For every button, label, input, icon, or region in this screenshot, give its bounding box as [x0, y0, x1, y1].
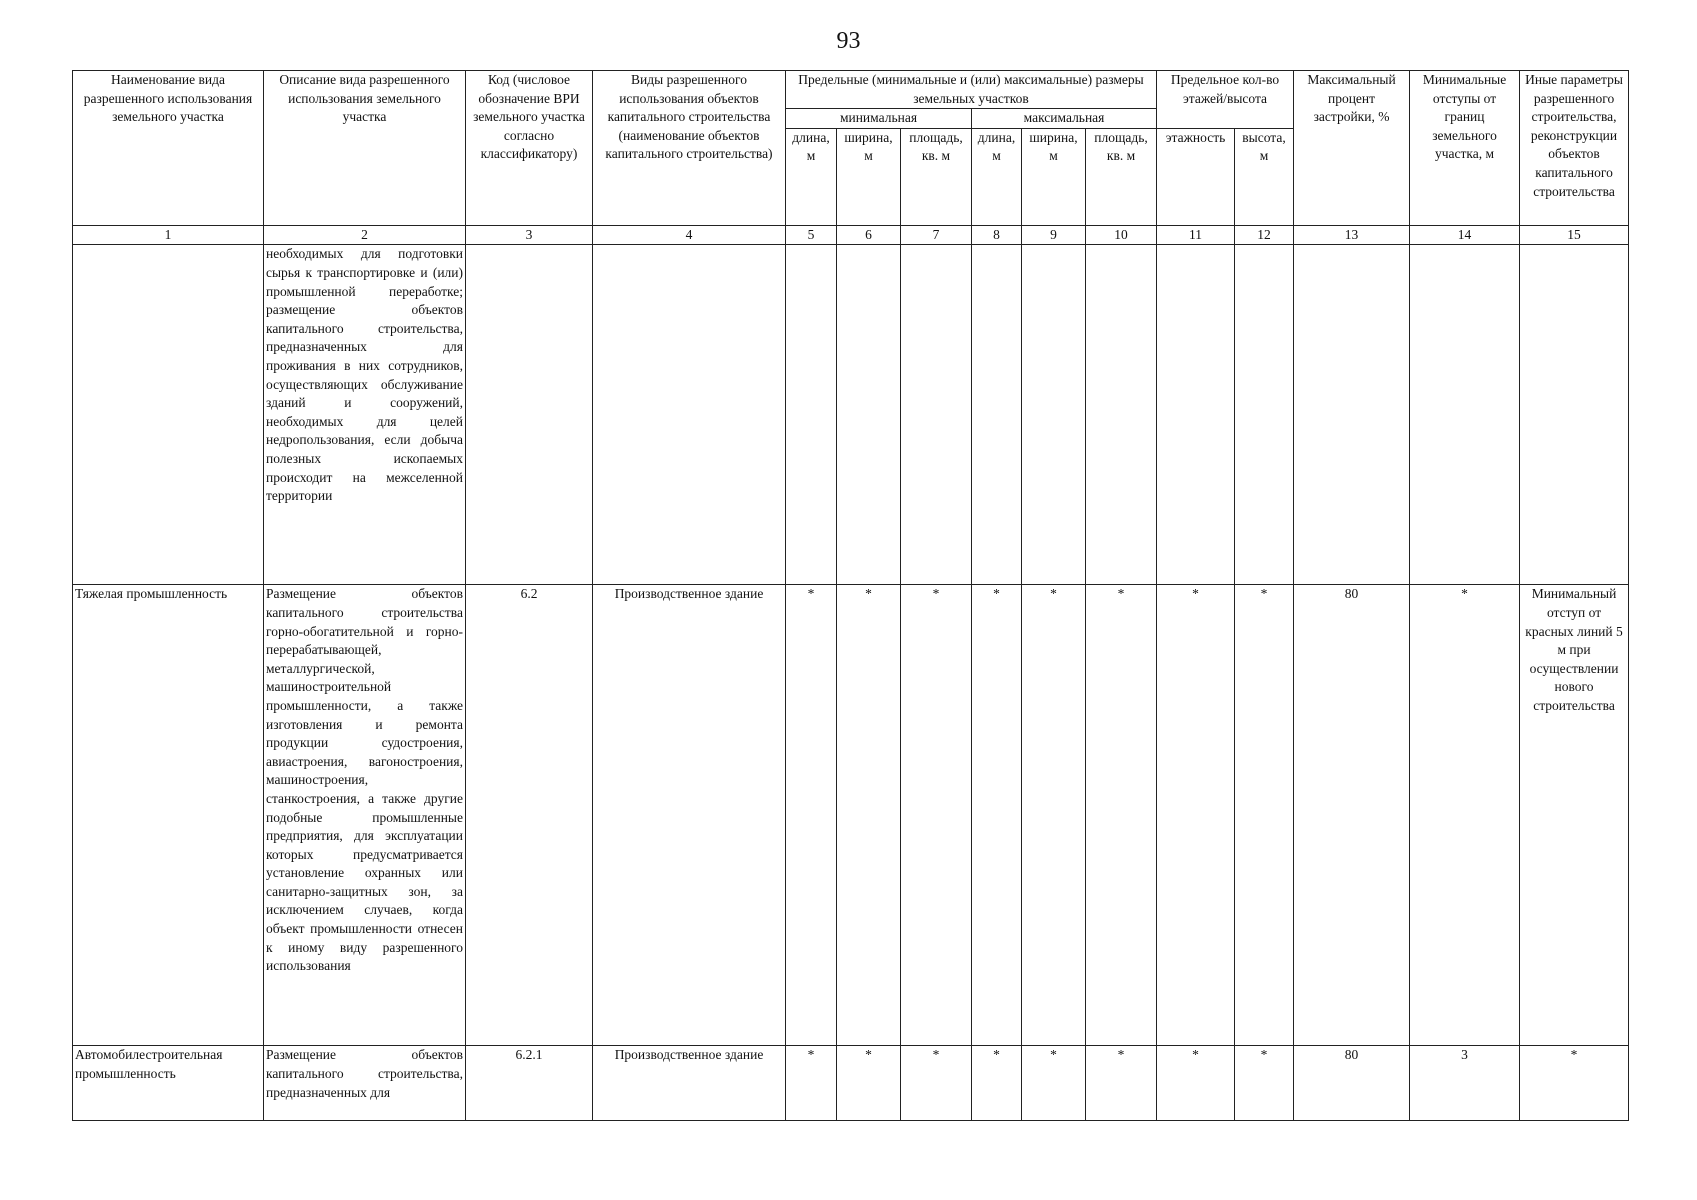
table-row — [73, 245, 1629, 585]
vri-name: Автомобилестроительная промышленность — [73, 1046, 264, 1121]
header-other-params: Иные параметры разрешенного строительства, реконструкции объектов капитального строительства — [1520, 71, 1629, 226]
header-max-length: длина, м — [972, 128, 1022, 225]
header-max-area: площадь, кв. м — [1086, 128, 1157, 225]
max-width — [1022, 245, 1086, 585]
oks-type: Производственное здание — [593, 1046, 786, 1121]
min-area: * — [901, 1046, 972, 1121]
vri-description: Размещение объектов капитального строительства горно-обогатительной и горно-перерабатывающей, металлургической, машиностроительной промышленности, а также изготовления и ремонта продукции судостроения, авиастроения, вагоностроения, машиностроения, станкостроения, а также другие подобные промышленные предприятия, для эксплуатации которых предусматривается установление охранных или санитарно-защитных зон, за исключением случаев, когда объект промышленности отнесен к иному виду разрешенного использования — [264, 585, 466, 1046]
column-number: 4 — [593, 225, 786, 245]
vri-code: 6.2 — [466, 585, 593, 1046]
vri-code: 6.2.1 — [466, 1046, 593, 1121]
min-width: * — [837, 585, 901, 1046]
column-number: 9 — [1022, 225, 1086, 245]
column-number: 8 — [972, 225, 1022, 245]
column-number: 10 — [1086, 225, 1157, 245]
vri-name — [73, 245, 264, 585]
vri-description: Размещение объектов капитального строительства, предназначенных для — [264, 1046, 466, 1121]
min-width — [837, 245, 901, 585]
other-params: Минимальный отступ от красных линий 5 м при осуществлении нового строительства — [1520, 585, 1629, 1046]
other-params: * — [1520, 1046, 1629, 1121]
vri-name: Тяжелая промышленность — [73, 585, 264, 1046]
max-length: * — [972, 585, 1022, 1046]
column-number: 14 — [1410, 225, 1520, 245]
max-length: * — [972, 1046, 1022, 1121]
floors: * — [1157, 1046, 1235, 1121]
header-floors-height: Предельное кол-во этажей/высота — [1157, 71, 1294, 129]
max-percent: 80 — [1294, 1046, 1410, 1121]
min-offset: * — [1410, 585, 1520, 1046]
header-height: высота, м — [1235, 128, 1294, 225]
min-length — [786, 245, 837, 585]
header-min-width: ширина, м — [837, 128, 901, 225]
min-area: * — [901, 585, 972, 1046]
min-length: * — [786, 585, 837, 1046]
header-max-percent: Максимальный процент застройки, % — [1294, 71, 1410, 226]
header-min-group: минимальная — [786, 109, 972, 129]
min-width: * — [837, 1046, 901, 1121]
height: * — [1235, 585, 1294, 1046]
column-numbers-row — [73, 225, 1629, 245]
max-percent: 80 — [1294, 585, 1410, 1046]
table-row — [73, 1046, 1629, 1121]
oks-type — [593, 245, 786, 585]
floors — [1157, 245, 1235, 585]
vri-description: необходимых для подготовки сырья к транспортировке и (или) промышленной переработке; размещение объектов капитального строительства, предназначенных для проживания в них сотрудников, осуществляющих обслуживание зданий и сооружений, необходимых для целей недропользования, если добыча полезных ископаемых происходит на межселенной территории — [264, 245, 466, 585]
header-max-group: максимальная — [972, 109, 1157, 129]
header-min-length: длина, м — [786, 128, 837, 225]
header-max-width: ширина, м — [1022, 128, 1086, 225]
max-width: * — [1022, 1046, 1086, 1121]
vri-code — [466, 245, 593, 585]
column-number: 7 — [901, 225, 972, 245]
header-min-offsets: Минимальные отступы от границ земельного участка, м — [1410, 71, 1520, 226]
min-area — [901, 245, 972, 585]
header-vri-name: Наименование вида разрешенного использования земельного участка — [73, 71, 264, 226]
column-number: 15 — [1520, 225, 1629, 245]
column-number: 5 — [786, 225, 837, 245]
max-length — [972, 245, 1022, 585]
max-area: * — [1086, 585, 1157, 1046]
height: * — [1235, 1046, 1294, 1121]
max-width: * — [1022, 585, 1086, 1046]
table-row — [73, 585, 1629, 1046]
floors: * — [1157, 585, 1235, 1046]
min-length: * — [786, 1046, 837, 1121]
column-number: 12 — [1235, 225, 1294, 245]
header-floors: этажность — [1157, 128, 1235, 225]
min-offset: 3 — [1410, 1046, 1520, 1121]
header-vri-description: Описание вида разрешенного использования земельного участка — [264, 71, 466, 226]
header-min-area: площадь, кв. м — [901, 128, 972, 225]
column-number: 2 — [264, 225, 466, 245]
column-number: 11 — [1157, 225, 1235, 245]
column-number: 3 — [466, 225, 593, 245]
height — [1235, 245, 1294, 585]
max-percent — [1294, 245, 1410, 585]
oks-type: Производственное здание — [593, 585, 786, 1046]
header-oks-types: Виды разрешенного использования объектов капитального строительства (наименование объектов капитального строительства) — [593, 71, 786, 226]
column-number: 13 — [1294, 225, 1410, 245]
header-plot-sizes: Предельные (минимальные и (или) максимальные) размеры земельных участков — [786, 71, 1157, 109]
column-number: 6 — [837, 225, 901, 245]
max-area: * — [1086, 1046, 1157, 1121]
header-vri-code: Код (числовое обозначение ВРИ земельного участка согласно классификатору) — [466, 71, 593, 226]
page-number: 93 — [836, 28, 861, 54]
min-offset — [1410, 245, 1520, 585]
other-params — [1520, 245, 1629, 585]
zoning-regulations-table — [72, 70, 1629, 1121]
max-area — [1086, 245, 1157, 585]
column-number: 1 — [73, 225, 264, 245]
